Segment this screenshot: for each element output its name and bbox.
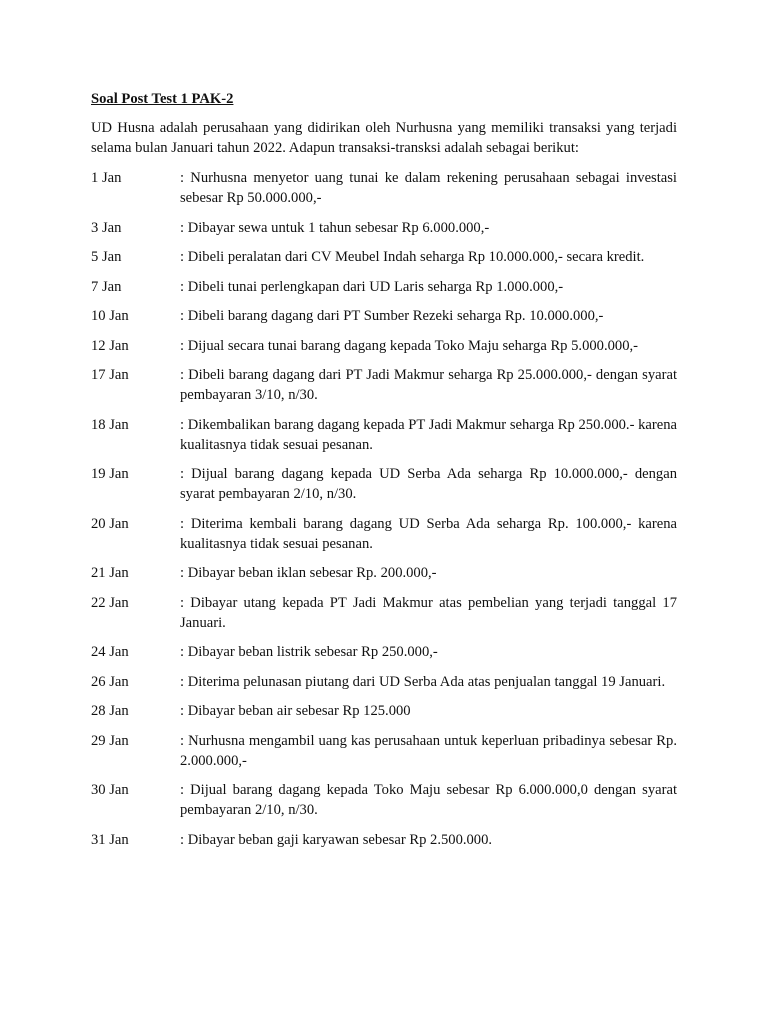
transaction-date: 3 Jan xyxy=(91,219,122,236)
transaction-description: : Dijual barang dagang kepada UD Serba Ada seharga Rp 10.000.000,- dengan syarat pembayaran 2/10, n/30. xyxy=(180,466,677,502)
transaction-entry xyxy=(91,642,677,662)
transaction-entry xyxy=(91,514,677,554)
transaction-entry xyxy=(91,365,677,405)
transaction-entry xyxy=(91,464,677,504)
transaction-date: 18 Jan xyxy=(91,416,129,433)
transaction-entry xyxy=(91,731,677,771)
transaction-entry xyxy=(91,593,677,633)
transaction-entry xyxy=(91,306,677,326)
transaction-entry xyxy=(91,701,677,721)
transaction-description: : Dibeli peralatan dari CV Meubel Indah seharga Rp 10.000.000,- secara kredit. xyxy=(180,249,645,265)
transaction-entry xyxy=(91,168,677,208)
transaction-date: 26 Jan xyxy=(91,673,129,690)
transaction-date: 1 Jan xyxy=(91,170,122,186)
transaction-description: : Dijual barang dagang kepada Toko Maju sebesar Rp 6.000.000,0 dengan syarat pembayaran 2/10, n/30. xyxy=(180,782,677,818)
transaction-entry xyxy=(91,277,677,297)
transaction-date: 19 Jan xyxy=(91,466,129,482)
transaction-date: 28 Jan xyxy=(91,703,129,719)
transaction-date: 29 Jan xyxy=(91,732,129,749)
transaction-date: 31 Jan xyxy=(91,831,129,848)
transaction-description: : Nurhusna menyetor uang tunai ke dalam rekening perusahaan sebagai investasi sebesar Rp 50.000.000,- xyxy=(180,170,677,206)
transaction-date: 30 Jan xyxy=(91,782,129,798)
transaction-description: : Dibayar beban iklan sebesar Rp. 200.000,- xyxy=(180,565,437,581)
transaction-description: : Diterima pelunasan piutang dari UD Serba Ada atas penjualan tanggal 19 Januari. xyxy=(180,673,666,690)
transaction-description: : Dibayar sewa untuk 1 tahun sebesar Rp 6.000.000,- xyxy=(180,219,490,236)
transaction-description: : Dijual secara tunai barang dagang kepada Toko Maju seharga Rp 5.000.000,- xyxy=(180,337,639,354)
transaction-date: 12 Jan xyxy=(91,337,129,354)
transaction-description: : Diterima kembali barang dagang UD Serba Ada seharga Rp. 100.000,- karena kualitasnya tidak sesuai pesanan. xyxy=(180,515,677,552)
transaction-description: : Dibayar beban air sebesar Rp 125.000 xyxy=(180,703,411,719)
transaction-description: : Dibeli tunai perlengkapan dari UD Laris seharga Rp 1.000.000,- xyxy=(180,278,564,295)
transaction-description: : Dikembalikan barang dagang kepada PT Jadi Makmur seharga Rp 250.000.- karena kualitasnya tidak sesuai pesanan. xyxy=(180,416,677,453)
transaction-description: : Dibeli barang dagang dari PT Sumber Rezeki seharga Rp. 10.000.000,- xyxy=(180,308,604,324)
transaction-entry xyxy=(91,336,677,356)
transaction-description: : Dibayar utang kepada PT Jadi Makmur atas pembelian yang terjadi tanggal 17 Januari. xyxy=(180,594,677,631)
transaction-entry xyxy=(91,563,677,583)
transaction-description: : Nurhusna mengambil uang kas perusahaan untuk keperluan pribadinya sebesar Rp. 2.000.000,- xyxy=(180,732,677,769)
transaction-entry xyxy=(91,415,677,455)
transaction-entry xyxy=(91,672,677,692)
transaction-date: 21 Jan xyxy=(91,565,129,581)
document-page xyxy=(91,89,677,859)
transaction-date: 5 Jan xyxy=(91,249,122,265)
transaction-date: 7 Jan xyxy=(91,278,122,295)
intro-paragraph: UD Husna adalah perusahaan yang didirikan oleh Nurhusna yang memiliki transaksi yang terjadi selama bulan Januari tahun 2022. Adapun transaksi-transksi adalah sebagai berikut: xyxy=(91,120,677,156)
transaction-list xyxy=(91,168,677,850)
transaction-date: 20 Jan xyxy=(91,515,129,532)
transaction-description: : Dibayar beban listrik sebesar Rp 250.000,- xyxy=(180,644,438,660)
document-title: Soal Post Test 1 PAK-2 xyxy=(91,91,234,107)
transaction-description: : Dibayar beban gaji karyawan sebesar Rp 2.500.000. xyxy=(180,831,493,848)
transaction-date: 10 Jan xyxy=(91,308,129,324)
transaction-entry xyxy=(91,218,677,238)
transaction-entry xyxy=(91,830,677,850)
transaction-date: 22 Jan xyxy=(91,594,129,611)
transaction-entry xyxy=(91,780,677,820)
transaction-description: : Dibeli barang dagang dari PT Jadi Makmur seharga Rp 25.000.000,- dengan syarat pembayaran 3/10, n/30. xyxy=(180,367,677,403)
transaction-date: 24 Jan xyxy=(91,644,129,660)
transaction-date: 17 Jan xyxy=(91,367,129,383)
transaction-entry xyxy=(91,247,677,267)
